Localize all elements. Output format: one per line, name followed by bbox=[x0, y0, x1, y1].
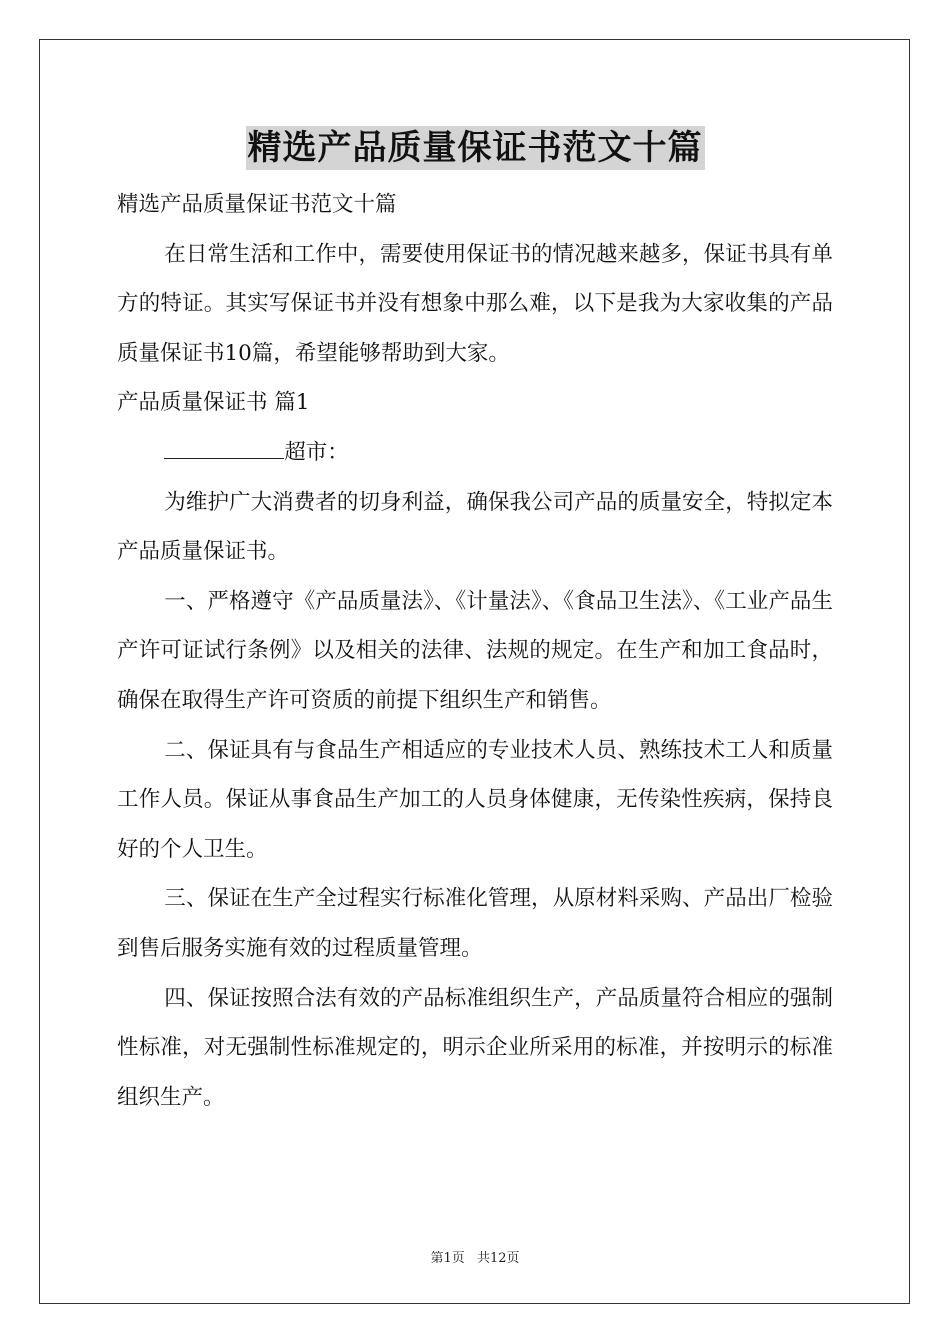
document-body bbox=[117, 180, 833, 1122]
salutation bbox=[117, 428, 833, 478]
page-number-total: 共12页 bbox=[476, 1251, 520, 1266]
page-footer bbox=[0, 1247, 950, 1266]
body-paragraph: 三、保证在生产全过程实行标准化管理，从原材料采购、产品出厂检验到售后服务实施有效的过程质量管理。 bbox=[117, 886, 833, 961]
intro-paragraph: 在日常生活和工作中，需要使用保证书的情况越来越多，保证书具有单方的特证。其实写保证书并没有想象中那么难，以下是我为大家收集的产品质量保证书10篇，希望能够帮助到大家。 bbox=[117, 241, 833, 366]
blank-fill-line bbox=[164, 440, 284, 459]
page-number-current: 第1页 bbox=[430, 1251, 465, 1266]
salutation-text: 超市： bbox=[284, 439, 349, 465]
title-container bbox=[0, 126, 950, 170]
section-heading: 产品质量保证书 篇1 bbox=[117, 390, 310, 416]
body-paragraph: 为维护广大消费者的切身利益，确保我公司产品的质量安全，特拟定本产品质量保证书。 bbox=[117, 489, 833, 565]
document-subtitle: 精选产品质量保证书范文十篇 bbox=[117, 192, 397, 217]
body-paragraph: 一、严格遵守《产品质量法》、《计量法》、《食品卫生法》、《工业产品生产许可证试行条例》以及相关的法律、法规的规定。在生产和加工食品时，确保在取得生产许可资质的前提下组织生产和销售。 bbox=[117, 588, 833, 713]
document-title: 精选产品质量保证书范文十篇 bbox=[247, 128, 703, 168]
body-paragraph: 二、保证具有与食品生产相适应的专业技术人员、熟练技术工人和质量工作人员。保证从事食品生产加工的人员身体健康，无传染性疾病，保持良好的个人卫生。 bbox=[117, 737, 833, 862]
body-paragraph: 四、保证按照合法有效的产品标准组织生产，产品质量符合相应的强制性标准，对无强制性标准规定的，明示企业所采用的标准，并按明示的标准组织生产。 bbox=[117, 985, 833, 1110]
